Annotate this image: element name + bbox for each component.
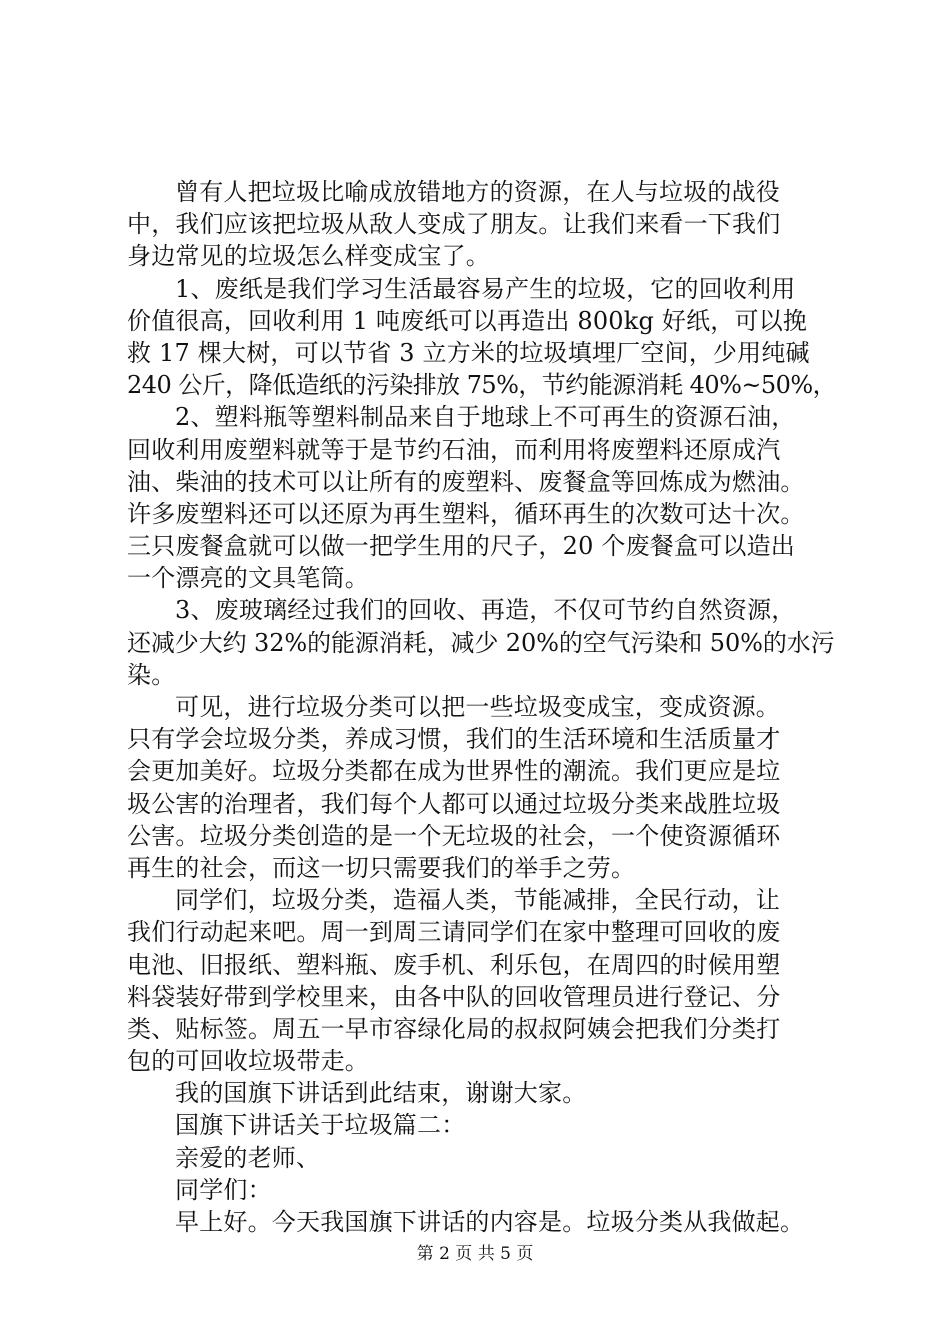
- text-line: 同学们：: [175, 1175, 272, 1204]
- text-line: 油、柴油的技术可以让所有的废塑料、废餐盒等回炼成为燃油。: [127, 467, 805, 496]
- text-line: 2、塑料瓶等塑料制品来自于地球上不可再生的资源石油，: [175, 403, 796, 432]
- text-line: 3、废玻璃经过我们的回收、再造，不仅可节约自然资源，: [175, 596, 796, 625]
- text-line: 救 17 棵大树，可以节省 3 立方米的垃圾填埋厂空间，少用纯碱: [127, 338, 810, 367]
- text-line: 许多废塑料还可以还原为再生塑料，循环再生的次数可达十次。: [127, 499, 805, 528]
- text-line: 可见，进行垃圾分类可以把一些垃圾变成宝，变成资源。: [175, 693, 780, 721]
- text-line: 类、贴标签。周五一早市容绿化局的叔叔阿姨会把我们分类打: [127, 1014, 781, 1043]
- text-line: 料袋装好带到学校里来，由各中队的回收管理员进行登记、分: [127, 982, 781, 1011]
- text-line: 会更加美好。垃圾分类都在成为世界性的潮流。我们更应是垃: [127, 757, 781, 786]
- text-line: 中，我们应该把垃圾从敌人变成了朋友。让我们来看一下我们: [127, 210, 781, 239]
- text-line: 回收利用废塑料就等于是节约石油，而利用将废塑料还原成汽: [127, 435, 781, 464]
- text-line: 再生的社会，而这一切只需要我们的举手之劳。: [127, 853, 636, 882]
- text-line: 电池、旧报纸、塑料瓶、废手机、利乐包，在周四的时候用塑: [127, 950, 781, 979]
- text-line: 国旗下讲话关于垃圾篇二：: [175, 1111, 466, 1140]
- text-line: 我的国旗下讲话到此结束，谢谢大家。: [175, 1079, 587, 1108]
- text-line: 我们行动起来吧。周一到周三请同学们在家中整理可回收的废: [127, 918, 781, 947]
- text-line: 240 公斤，降低造纸的污染排放 75%，节约能源消耗 40%~50%，: [127, 371, 837, 400]
- text-line: 只有学会垃圾分类，养成习惯，我们的生活环境和生活质量才: [127, 725, 781, 754]
- page-number-footer: 第 2 页 共 5 页: [416, 1244, 534, 1264]
- text-line: 早上好。今天我国旗下讲话的内容是。垃圾分类从我做起。: [175, 1208, 805, 1236]
- text-line: 1、废纸是我们学习生活最容易产生的垃圾，它的回收利用: [175, 274, 796, 303]
- text-line: 还减少大约 32%的能源消耗，减少 20%的空气污染和 50%的水污: [127, 628, 835, 657]
- text-line: 同学们，垃圾分类，造福人类，节能减排，全民行动，让: [175, 886, 780, 915]
- text-line: 包的可回收垃圾带走。: [127, 1047, 369, 1076]
- text-line: 曾有人把垃圾比喻成放错地方的资源，在人与垃圾的战役: [175, 178, 780, 206]
- text-line: 圾公害的治理者，我们每个人都可以通过垃圾分类来战胜垃圾: [127, 789, 781, 818]
- text-line: 三只废餐盒就可以做一把学生用的尺子，20 个废餐盒可以造出: [127, 532, 795, 561]
- text-line: 价值很高，回收利用 1 吨废纸可以再造出 800kg 好纸，可以挽: [127, 306, 808, 335]
- document-body: [127, 176, 837, 1238]
- text-line: 染。: [127, 660, 176, 689]
- text-line: 一个漂亮的文具笔筒。: [127, 564, 369, 593]
- text-line: 身边常见的垃圾怎么样变成宝了。: [127, 242, 490, 271]
- text-line: 亲爱的老师、: [175, 1143, 321, 1172]
- text-line: 公害。垃圾分类创造的是一个无垃圾的社会，一个使资源循环: [127, 821, 781, 850]
